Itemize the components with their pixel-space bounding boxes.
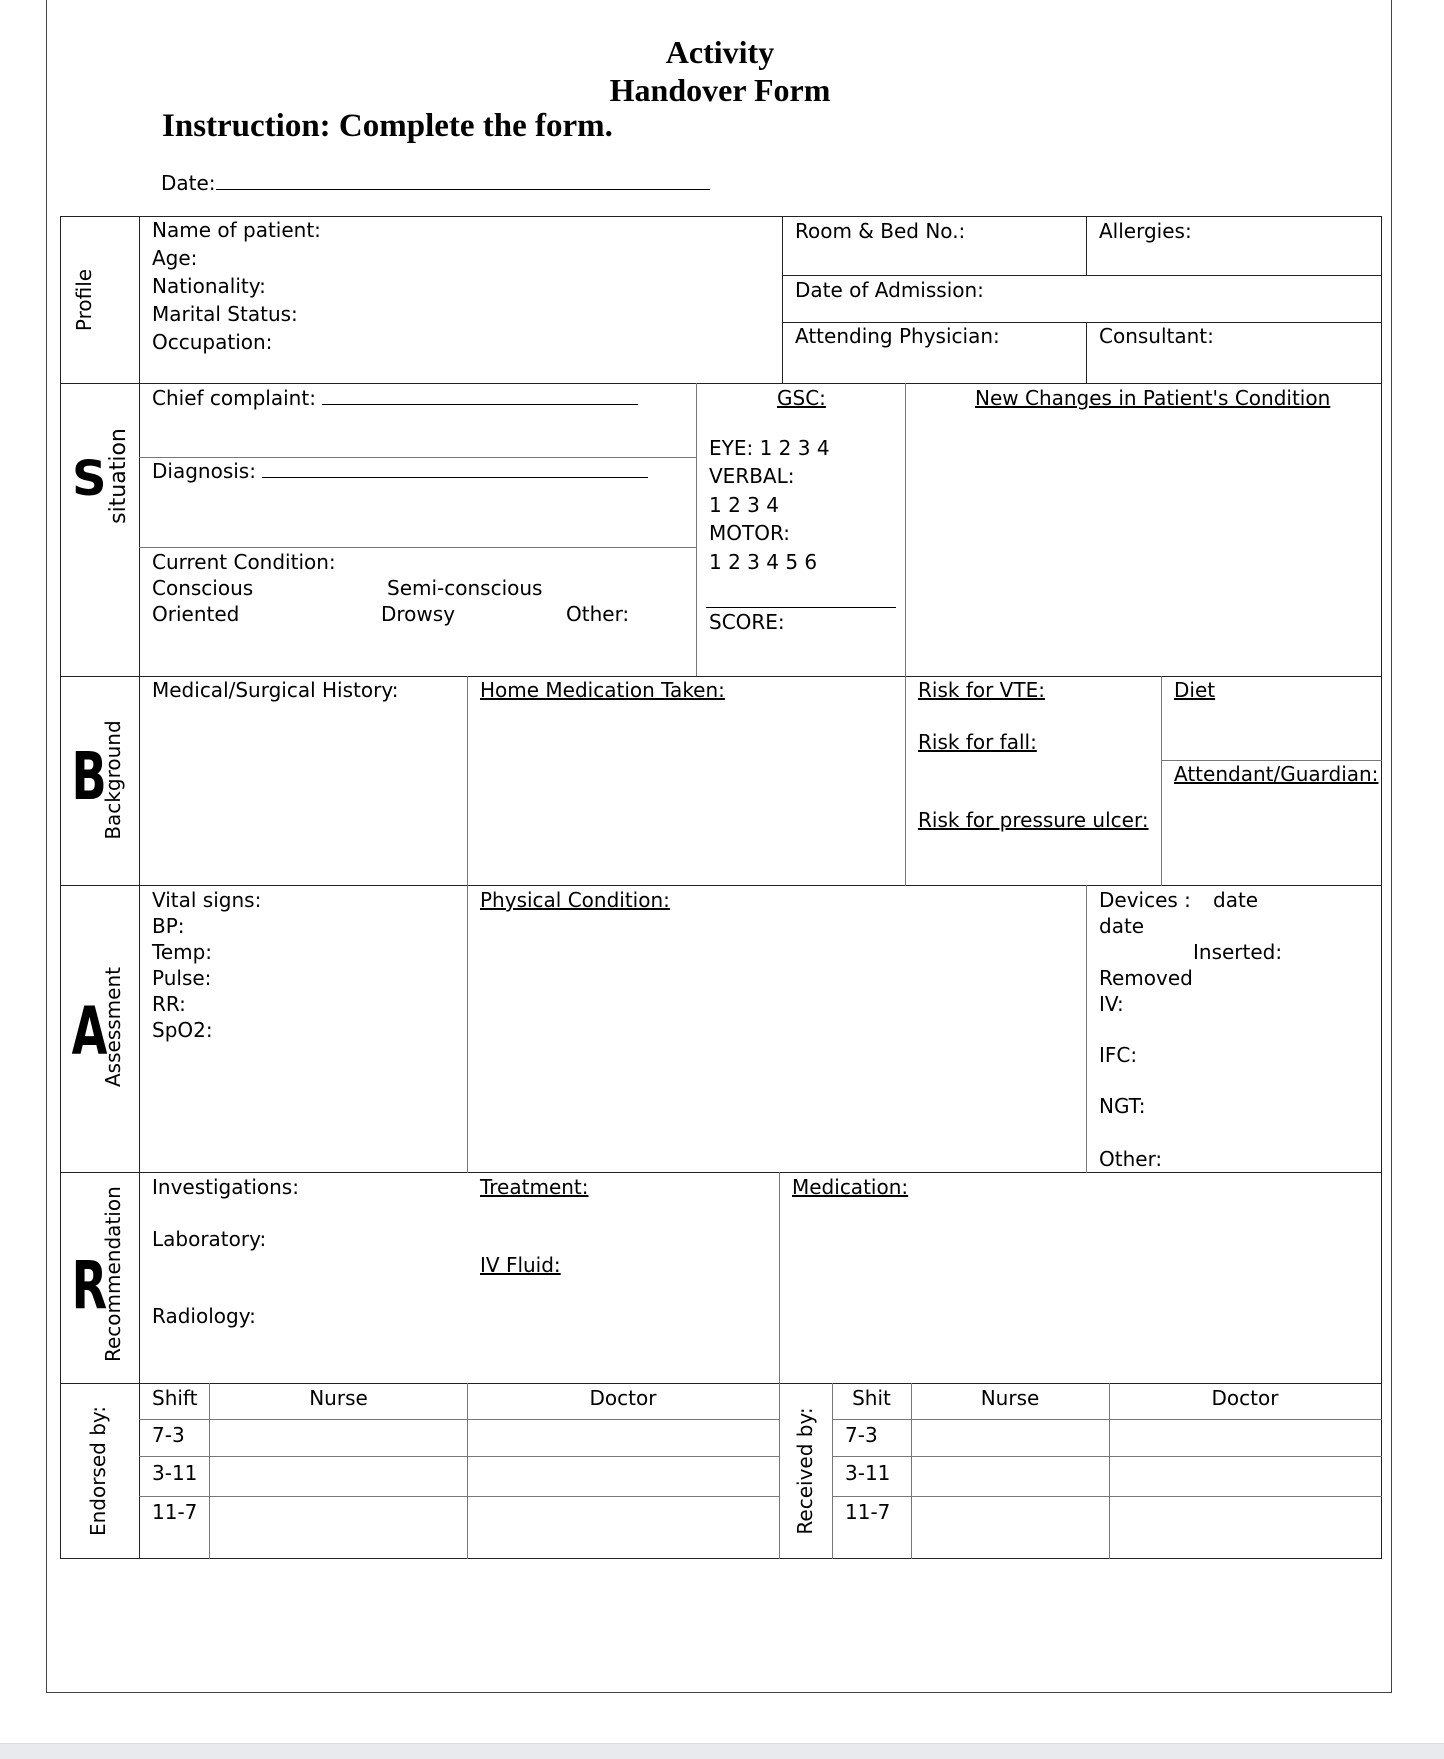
risk-vte-label: Risk for VTE: bbox=[918, 678, 1045, 702]
received-doctor-header: Doctor bbox=[1211, 1386, 1279, 1410]
laboratory-label: Laboratory: bbox=[152, 1227, 267, 1251]
chief-complaint-line[interactable] bbox=[322, 387, 638, 405]
spo2-label: SpO2: bbox=[152, 1018, 213, 1042]
endorsed-by-label: Endorsed by: bbox=[86, 1405, 110, 1537]
endorsed-shift-11-7: 11-7 bbox=[152, 1500, 198, 1524]
other-device-label: Other: bbox=[1099, 1147, 1163, 1171]
received-shift-7-3: 7-3 bbox=[845, 1423, 878, 1447]
endorsed-doctor-header: Doctor bbox=[589, 1386, 657, 1410]
devices-label: Devices : bbox=[1099, 888, 1191, 912]
chief-complaint-label: Chief complaint: bbox=[152, 386, 316, 410]
history-label: Medical/Surgical History: bbox=[152, 678, 399, 702]
date-field[interactable] bbox=[161, 171, 710, 196]
received-shift-3-11: 3-11 bbox=[845, 1461, 891, 1485]
date-line[interactable] bbox=[216, 172, 710, 190]
home-medication-label: Home Medication Taken: bbox=[480, 678, 725, 702]
bp-label: BP: bbox=[152, 914, 185, 938]
pulse-label: Pulse: bbox=[152, 966, 212, 990]
endorsed-shift-header: Shift bbox=[152, 1386, 198, 1410]
room-bed-label: Room & Bed No.: bbox=[795, 219, 966, 243]
background-section-label: Background bbox=[101, 720, 125, 840]
situation-section-label: situation bbox=[106, 428, 131, 524]
iv-label: IV: bbox=[1099, 992, 1124, 1016]
consultant-label: Consultant: bbox=[1099, 324, 1214, 348]
removed-label: Removed bbox=[1099, 966, 1193, 990]
investigations-label: Investigations: bbox=[152, 1175, 299, 1199]
diagnosis-field[interactable] bbox=[152, 459, 648, 484]
diagnosis-label: Diagnosis: bbox=[152, 459, 256, 483]
attending-physician-label: Attending Physician: bbox=[795, 324, 1000, 348]
gsc-score-line bbox=[706, 607, 896, 608]
drowsy-option[interactable]: Drowsy bbox=[381, 602, 456, 626]
semi-conscious-option[interactable]: Semi-conscious bbox=[387, 576, 543, 600]
date-label: Date: bbox=[161, 171, 216, 195]
profile-section-label: Profile bbox=[72, 268, 96, 332]
chief-complaint-field[interactable] bbox=[152, 386, 638, 411]
ifc-label: IFC: bbox=[1099, 1043, 1138, 1067]
assessment-section-label: Assessment bbox=[101, 967, 125, 1087]
current-condition-label: Current Condition: bbox=[152, 550, 336, 574]
received-by-label: Received by: bbox=[793, 1407, 817, 1535]
background-letter: B bbox=[71, 738, 107, 815]
occupation-label: Occupation: bbox=[152, 330, 273, 354]
situation-letter: S bbox=[72, 451, 107, 507]
recommendation-letter: R bbox=[71, 1247, 108, 1324]
devices-date-1: date bbox=[1213, 888, 1259, 912]
assessment-letter: A bbox=[71, 993, 108, 1070]
gsc-verbal-scale: 1 2 3 4 bbox=[709, 493, 779, 517]
instruction-text: Instruction: Complete the form. bbox=[162, 108, 613, 144]
diet-label: Diet bbox=[1174, 678, 1216, 702]
iv-fluid-label: IV Fluid: bbox=[480, 1253, 561, 1277]
endorsed-shift-7-3: 7-3 bbox=[152, 1423, 185, 1447]
treatment-label: Treatment: bbox=[480, 1175, 589, 1199]
diagnosis-line[interactable] bbox=[262, 460, 648, 478]
gsc-score-label: SCORE: bbox=[709, 610, 785, 634]
temp-label: Temp: bbox=[152, 940, 213, 964]
gsc-motor-label: MOTOR: bbox=[709, 521, 790, 545]
other-condition-label: Other: bbox=[566, 602, 630, 626]
received-nurse-header: Nurse bbox=[980, 1386, 1040, 1410]
nationality-label: Nationality: bbox=[152, 274, 266, 298]
gsc-heading: GSC: bbox=[777, 386, 826, 410]
age-label: Age: bbox=[152, 246, 198, 270]
endorsed-nurse-header: Nurse bbox=[309, 1386, 368, 1410]
form-page bbox=[46, 0, 1392, 1693]
physical-condition-label: Physical Condition: bbox=[480, 888, 670, 912]
devices-date-2: date bbox=[1099, 914, 1145, 938]
conscious-option[interactable]: Conscious bbox=[152, 576, 254, 600]
new-changes-heading: New Changes in Patient's Condition bbox=[975, 386, 1331, 410]
title-line-2: Handover Form bbox=[609, 72, 831, 108]
attendant-label: Attendant/Guardian: bbox=[1174, 762, 1379, 786]
risk-fall-label: Risk for fall: bbox=[918, 730, 1037, 754]
radiology-label: Radiology: bbox=[152, 1304, 256, 1328]
endorsed-shift-3-11: 3-11 bbox=[152, 1461, 198, 1485]
oriented-option[interactable]: Oriented bbox=[152, 602, 240, 626]
vital-signs-label: Vital signs: bbox=[152, 888, 262, 912]
date-admission-label: Date of Admission: bbox=[795, 278, 984, 302]
marital-status-label: Marital Status: bbox=[152, 302, 298, 326]
recommendation-section-label: Recommendation bbox=[101, 1186, 125, 1362]
inserted-label: Inserted: bbox=[1193, 940, 1283, 964]
gsc-motor-scale: 1 2 3 4 5 6 bbox=[709, 550, 818, 574]
allergies-label: Allergies: bbox=[1099, 219, 1192, 243]
risk-pressure-label: Risk for pressure ulcer: bbox=[918, 808, 1149, 832]
medication-label: Medication: bbox=[792, 1175, 909, 1199]
patient-name-label: Name of patient: bbox=[152, 218, 321, 242]
gsc-eye: EYE: 1 2 3 4 bbox=[709, 436, 830, 460]
received-shift-header: Shit bbox=[852, 1386, 891, 1410]
rr-label: RR: bbox=[152, 992, 186, 1016]
received-shift-11-7: 11-7 bbox=[845, 1500, 891, 1524]
ngt-label: NGT: bbox=[1099, 1094, 1146, 1118]
viewer-bottom-bar bbox=[0, 1743, 1444, 1759]
title-line-1: Activity bbox=[665, 34, 775, 70]
gsc-verbal-label: VERBAL: bbox=[709, 464, 795, 488]
